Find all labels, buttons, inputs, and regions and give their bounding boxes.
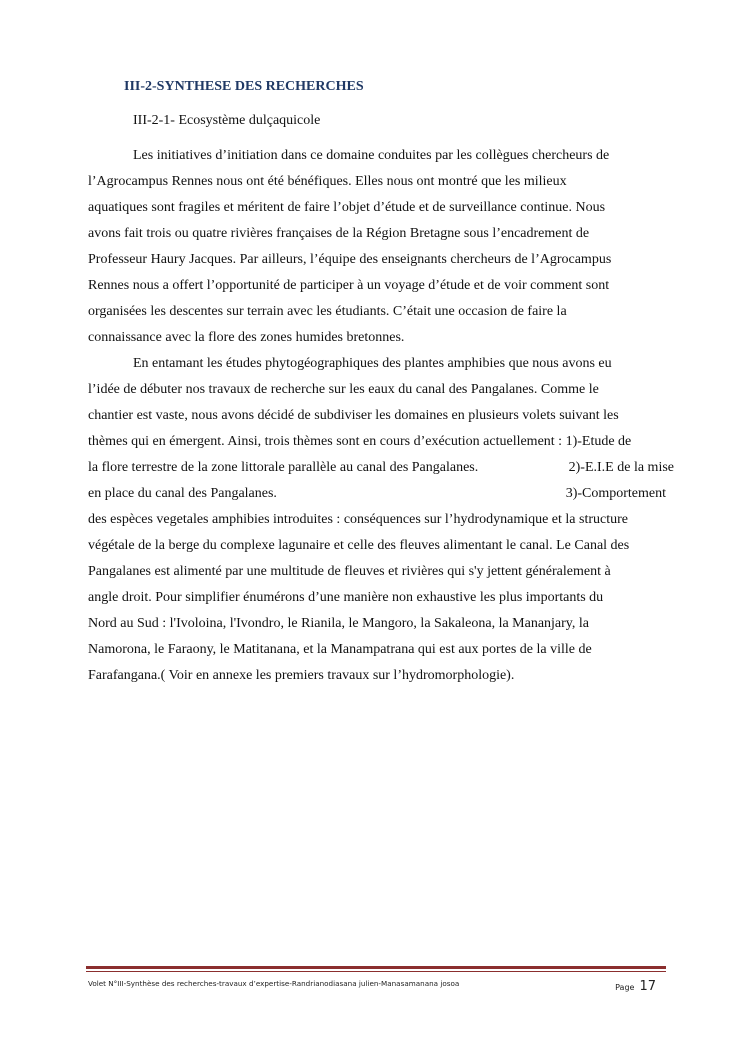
text-segment: en place du canal des Pangalanes.: [88, 486, 277, 501]
text-line: angle droit. Pour simplifier énumérons d’une manière non exhaustive les plus importants du: [88, 590, 604, 605]
page-indicator: [615, 975, 656, 994]
text-line: Namorona, le Faraony, le Matitanana, et la Manampatrana qui est aux portes de la ville de: [88, 642, 592, 657]
paragraph-2: [88, 351, 676, 689]
text-line: organisées les descentes sur terrain avec les étudiants. C’était une occasion de faire la: [88, 304, 567, 319]
text-line: En entamant les études phytogéographiques des plantes amphibies que nous avons eu: [133, 356, 612, 371]
text-line: Farafangana.( Voir en annexe les premiers travaux sur l’hydromorphologie).: [88, 668, 515, 683]
text-segment: 2)-E.I.E de la mise: [568, 460, 674, 475]
text-line: chantier est vaste, nous avons décidé de subdiviser les domaines en plusieurs volets suivant les: [88, 408, 619, 423]
page-number: 17: [639, 979, 656, 994]
section-title: III-2-SYNTHESE DES RECHERCHES: [124, 79, 364, 94]
text-line: connaissance avec la flore des zones humides bretonnes.: [88, 330, 405, 345]
text-line: l’Agrocampus Rennes nous ont été bénéfiques. Elles nous ont montré que les milieux: [88, 174, 567, 189]
text-line: Les initiatives d’initiation dans ce domaine conduites par les collègues chercheurs de: [133, 148, 610, 163]
text-line: aquatiques sont fragiles et méritent de faire l’objet d’étude et de surveillance continue. Nous: [88, 200, 606, 215]
footer-divider-thin: [86, 971, 666, 972]
paragraph-1: [88, 143, 676, 351]
text-line: Pangalanes est alimenté par une multitude de fleuves et rivières qui s'y jettent généralement à: [88, 564, 611, 579]
text-line: des espèces vegetales amphibies introduites : conséquences sur l’hydrodynamique et la structure: [88, 512, 628, 527]
text-line-split: [88, 455, 674, 481]
text-line-split: [88, 481, 666, 507]
footer-text: Volet N°III-Synthèse des recherches-travaux d’expertise-Randrianodiasana julien-Manasamanana josoa: [88, 979, 460, 988]
text-line: l’idée de débuter nos travaux de recherche sur les eaux du canal des Pangalanes. Comme le: [88, 382, 599, 397]
footer-divider: [86, 966, 666, 969]
text-line: Professeur Haury Jacques. Par ailleurs, l’équipe des enseignants chercheurs de l’Agrocampus: [88, 252, 612, 267]
text-line: avons fait trois ou quatre rivières françaises de la Région Bretagne sous l’encadrement de: [88, 226, 590, 241]
text-line: Rennes nous a offert l’opportunité de participer à un voyage d’étude et de voir comment sont: [88, 278, 610, 293]
text-line: végétale de la berge du complexe lagunaire et celle des fleuves alimentant le canal. Le Canal des: [88, 538, 630, 553]
text-line: thèmes qui en émergent. Ainsi, trois thèmes sont en cours d’exécution actuellement : 1)-Etude de: [88, 434, 632, 449]
page-label: Page: [615, 983, 635, 992]
text-segment: 3)-Comportement: [565, 486, 666, 501]
body-text: [88, 143, 676, 689]
text-segment: la flore terrestre de la zone littorale parallèle au canal des Pangalanes.: [88, 460, 479, 475]
text-line: Nord au Sud : l'Ivoloina, l'Ivondro, le Rianila, le Mangoro, la Sakaleona, la Mananjary, la: [88, 616, 590, 631]
subsection-title: III-2-1- Ecosystème dulçaquicole: [133, 113, 321, 128]
